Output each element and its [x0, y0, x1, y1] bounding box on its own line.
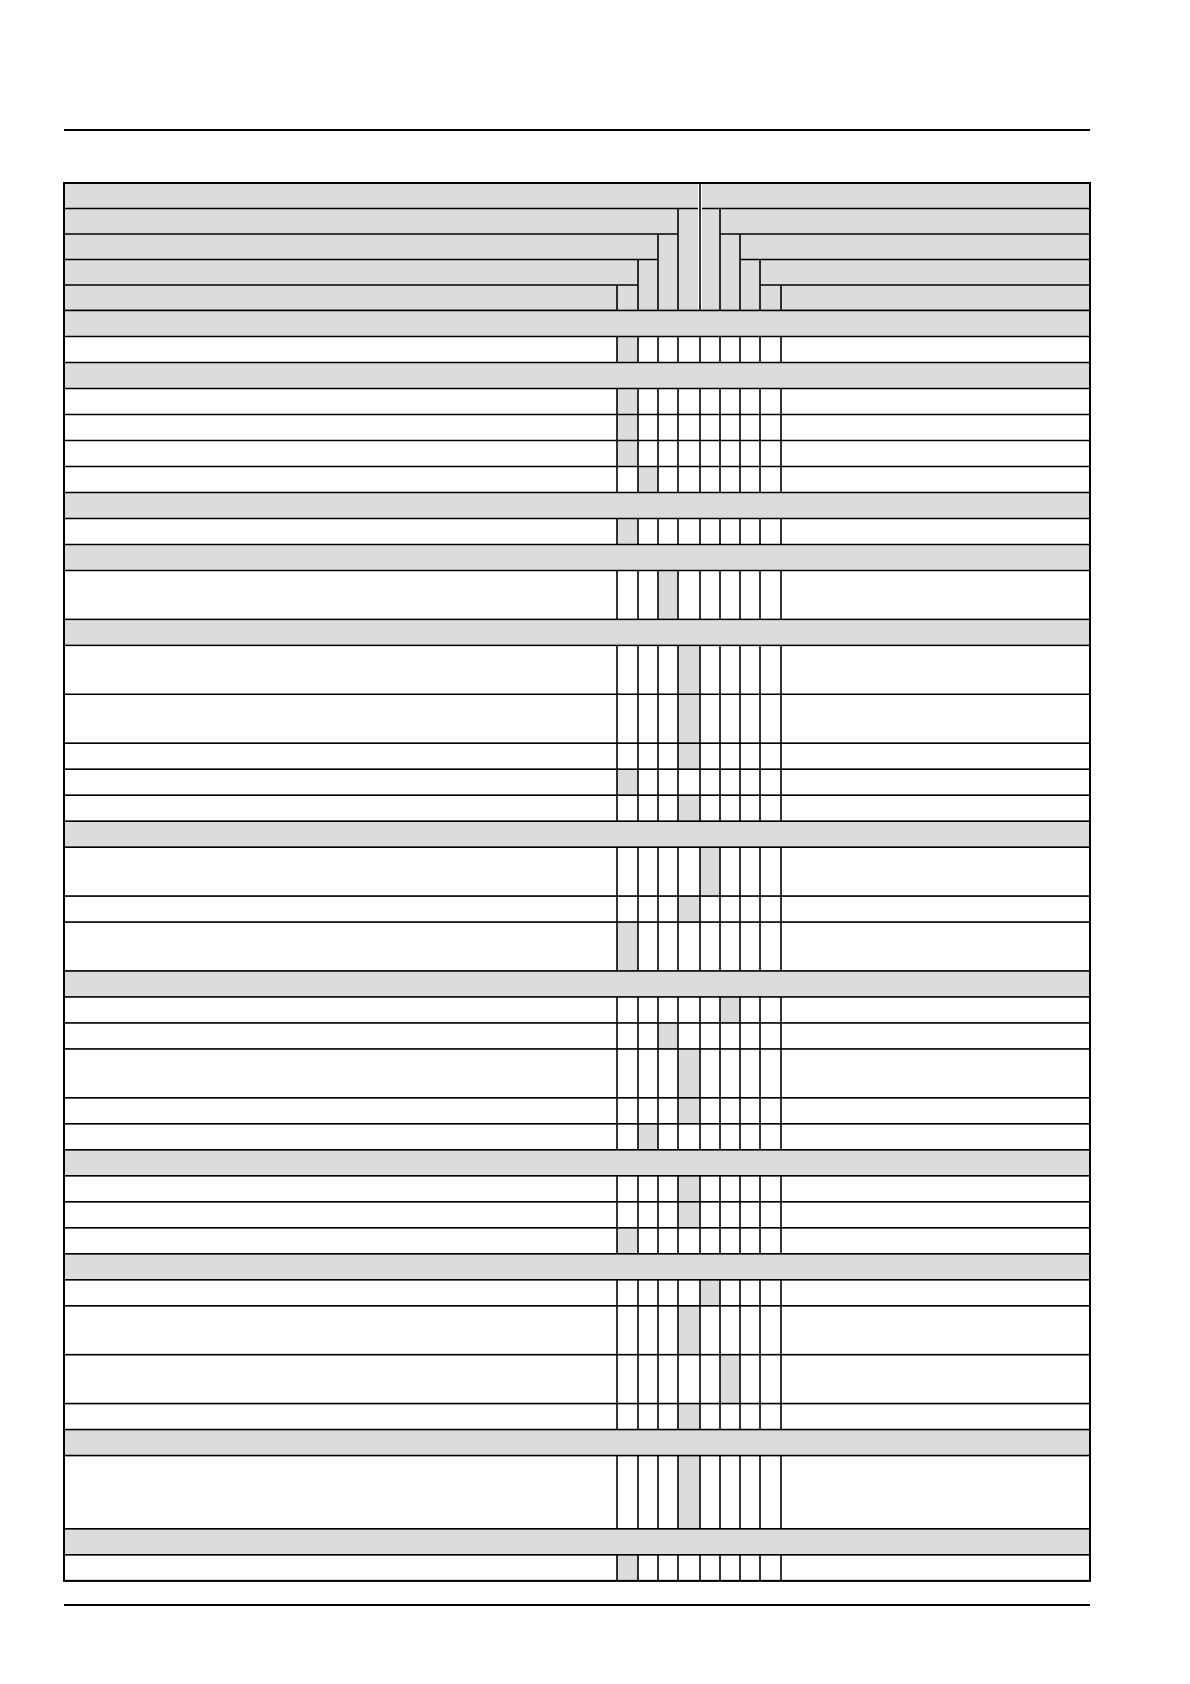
section-header-4 [64, 545, 1090, 571]
cell-fill-s9-r3-c6 [720, 1355, 740, 1404]
cell-fill-s5-r4-c1 [617, 769, 638, 795]
section-header-6 [64, 821, 1090, 847]
cell-fill-s4-r1-c3 [658, 571, 678, 620]
header-tier-right-5 [781, 285, 1090, 311]
header-step-left-4 [617, 285, 638, 311]
cell-fill-s7-r3-c4 [678, 1049, 700, 1098]
cell-fill-s6-r3-c1 [617, 922, 638, 971]
cell-fill-s9-r2-c4 [678, 1306, 700, 1355]
header-tier-right-3 [740, 234, 1090, 260]
cell-fill-s9-r4-c4 [678, 1404, 700, 1430]
header-step-left-3 [638, 260, 658, 311]
cell-fill-s11-r1-c1 [617, 1555, 638, 1581]
cell-fill-s7-r2-c3 [658, 1023, 678, 1049]
cell-fill-s2-r1-c1 [617, 389, 638, 415]
header-tier-right-1 [702, 183, 1090, 209]
header-step-right-3 [740, 260, 760, 311]
section-header-2 [64, 363, 1090, 389]
table-frame [64, 183, 1090, 1581]
bottom-rule [64, 1604, 1090, 1606]
header-step-right-4 [760, 285, 781, 311]
header-step-left-1 [678, 209, 698, 311]
header-tier-left-4 [64, 260, 638, 286]
section-header-7 [64, 971, 1090, 997]
header-step-right-2 [720, 234, 740, 311]
cell-fill-s8-r1-c4 [678, 1176, 700, 1202]
section-header-9 [64, 1254, 1090, 1280]
cell-fill-s8-r3-c1 [617, 1228, 638, 1254]
section-header-5 [64, 619, 1090, 645]
header-tier-left-5 [64, 285, 617, 311]
cell-fill-s3-r1-c1 [617, 519, 638, 545]
header-tier-left-3 [64, 234, 658, 260]
cell-fill-s8-r2-c4 [678, 1202, 700, 1228]
cell-fill-s2-r3-c1 [617, 441, 638, 467]
section-header-3 [64, 493, 1090, 519]
cell-fill-s7-r4-c4 [678, 1098, 700, 1124]
cell-fill-s6-r2-c4 [678, 896, 700, 922]
header-tier-right-4 [760, 260, 1090, 286]
cell-fill-s5-r1-c4 [678, 645, 700, 694]
header-tier-left-1 [64, 183, 698, 209]
section-header-1 [64, 311, 1090, 337]
cell-fill-s5-r3-c4 [678, 743, 700, 769]
cell-fill-s2-r4-c2 [638, 467, 658, 493]
cell-fill-s7-r5-c2 [638, 1124, 658, 1150]
cell-fill-s1-r1-c1 [617, 337, 638, 363]
cell-fill-s2-r2-c1 [617, 415, 638, 441]
cell-fill-s5-r5-c4 [678, 795, 700, 821]
cell-fill-s7-r1-c6 [720, 997, 740, 1023]
header-step-left-2 [658, 234, 678, 311]
cell-fill-s9-r1-c5 [700, 1280, 720, 1306]
header-tier-right-2 [720, 209, 1090, 235]
section-header-8 [64, 1150, 1090, 1176]
section-header-11 [64, 1529, 1090, 1555]
cell-fill-s5-r2-c4 [678, 694, 700, 743]
header-step-right-1 [702, 209, 720, 311]
cell-fill-s6-r1-c5 [700, 847, 720, 896]
section-header-10 [64, 1430, 1090, 1456]
cell-fill-s10-r1-c4 [678, 1456, 700, 1529]
header-tier-left-2 [64, 209, 678, 235]
